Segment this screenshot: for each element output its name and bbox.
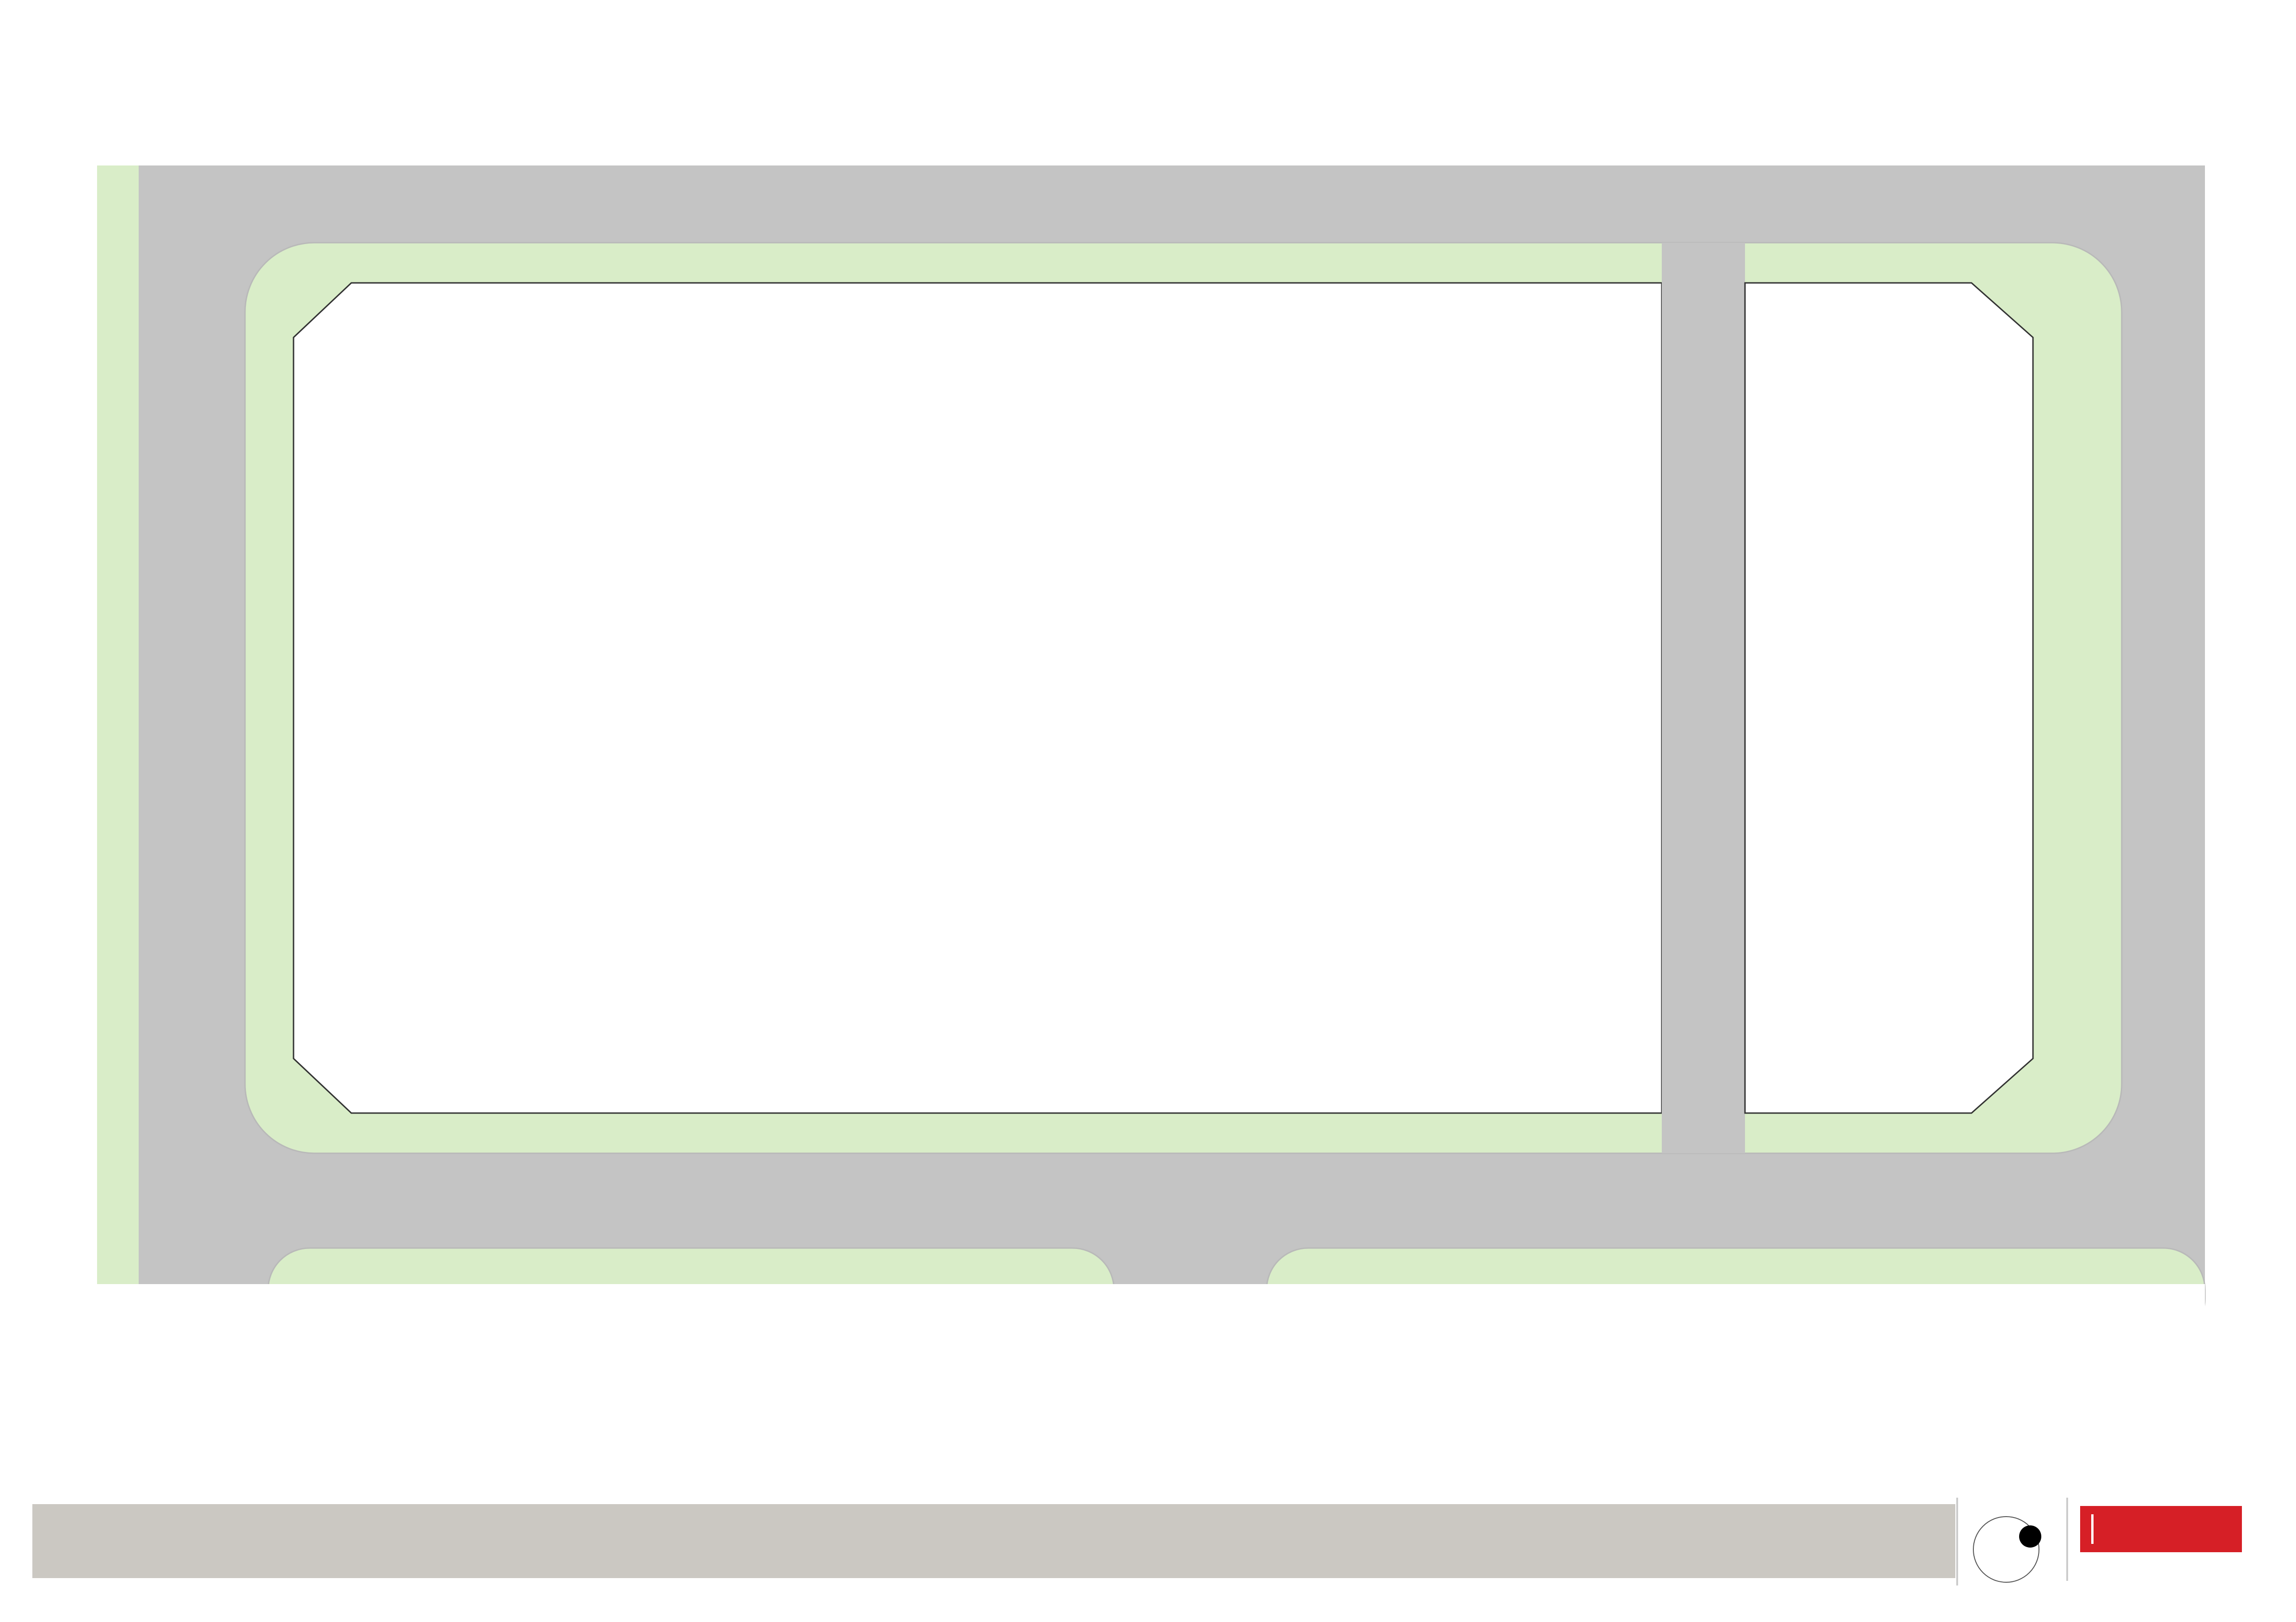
brand-block bbox=[2066, 1498, 2253, 1581]
lot-block-east bbox=[1745, 283, 2033, 1113]
north-arrow bbox=[1956, 1498, 2064, 1585]
carriage-way bbox=[1662, 243, 1745, 1153]
bathla-logo bbox=[2080, 1506, 2242, 1552]
verge-west bbox=[97, 165, 139, 1284]
lot-block-west-main bbox=[294, 283, 1662, 1113]
title-bar bbox=[32, 1504, 1955, 1578]
road-bottom-edge bbox=[97, 1284, 2205, 1377]
compass-icon bbox=[1973, 1516, 2039, 1583]
